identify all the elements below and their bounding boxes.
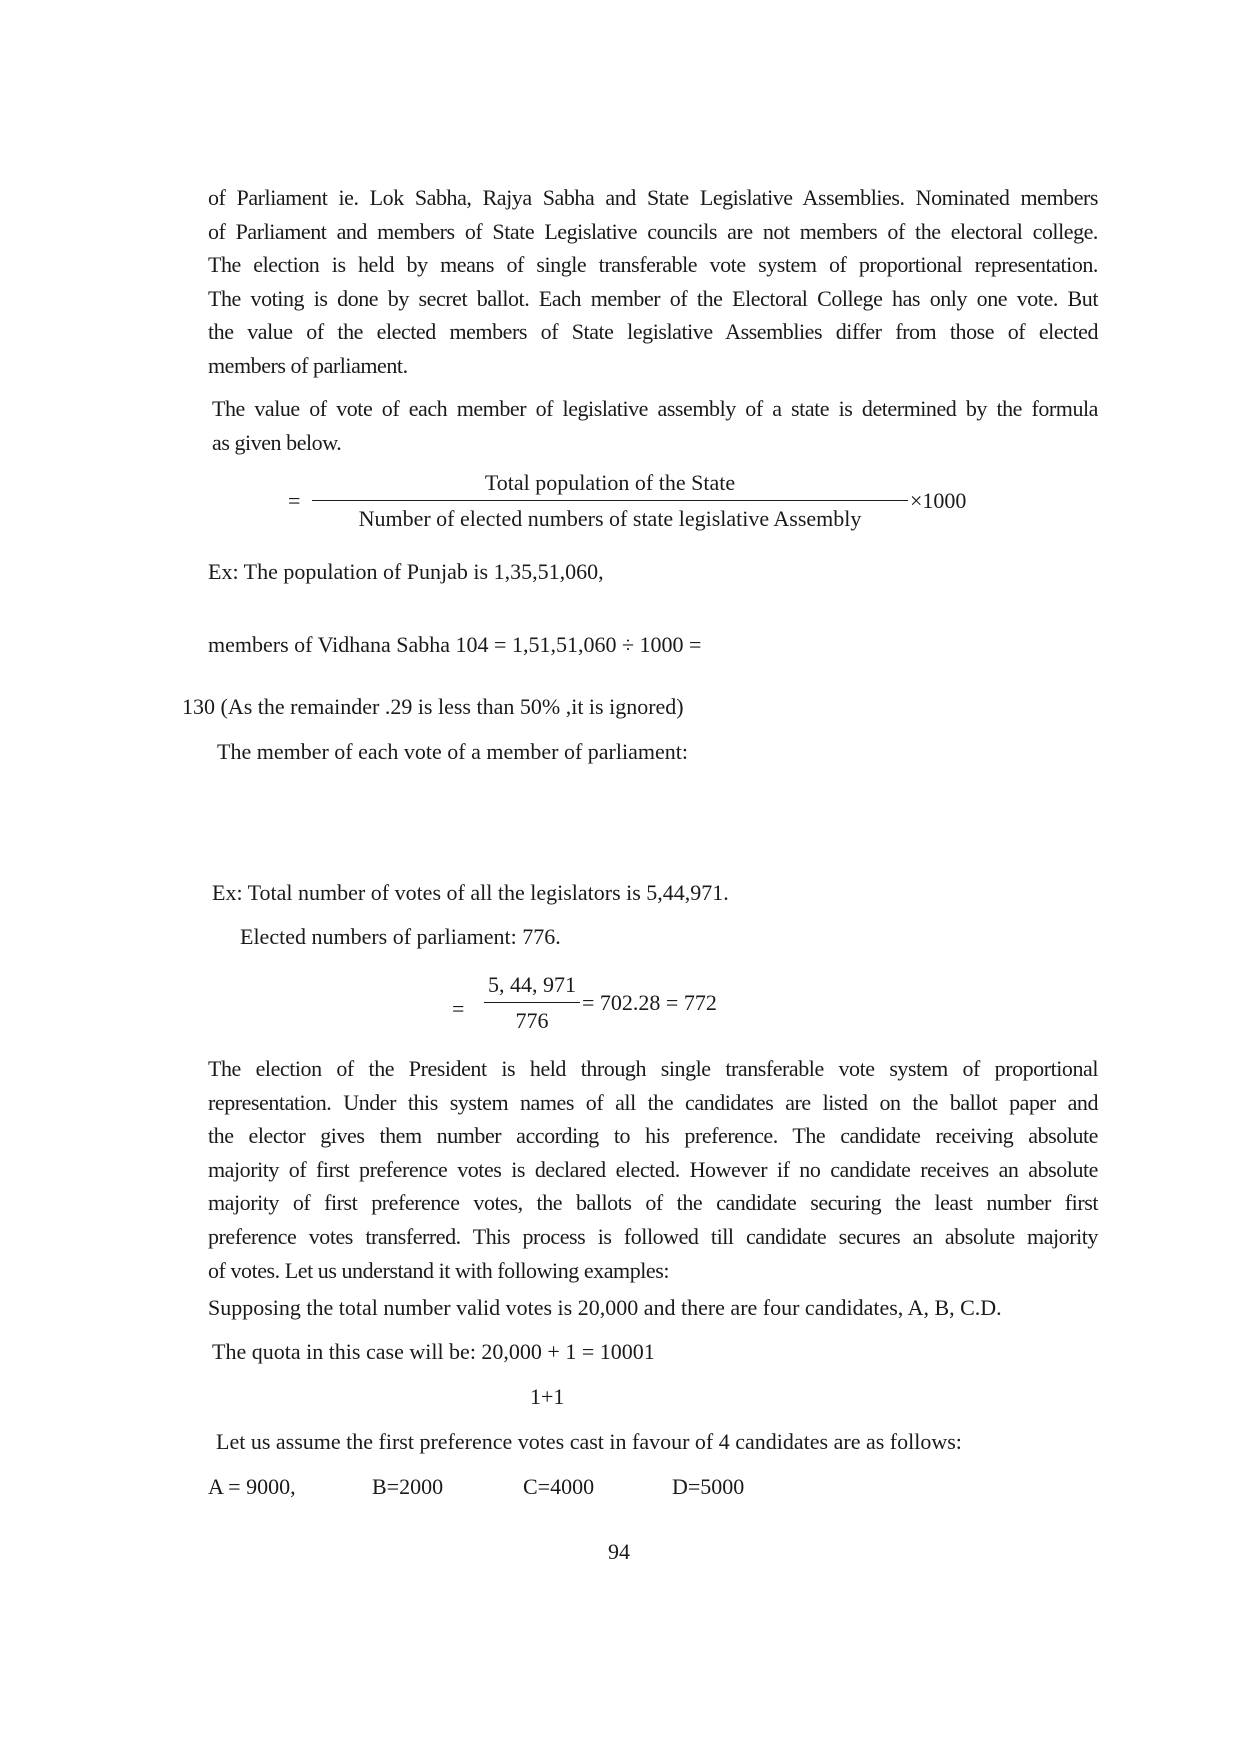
votes-c: C=4000	[523, 1474, 595, 1499]
mp-vote-heading: The member of each vote of a member of parliament:	[217, 739, 688, 764]
supposing-line: Supposing the total number valid votes is 20,000 and there are four candidates, A, B, C.D.	[208, 1295, 1002, 1320]
paragraph-president-election	[208, 1052, 1098, 1287]
quota-denominator: 1+1	[530, 1384, 565, 1409]
text-line: the value of the elected members of State legislative Assemblies differ from those of elected	[208, 319, 1098, 345]
assume-line: Let us assume the first preference votes cast in favour of 4 candidates are as follows:	[216, 1429, 962, 1454]
text-line: The election of the President is held through single transferable vote system of proportional	[208, 1056, 1098, 1081]
text-line: preference votes transferred. This process is followed till candidate secures an absolute majority	[208, 1223, 1098, 1249]
text-line: The value of vote of each member of legislative assembly of a state is determined by the formula	[212, 396, 1098, 421]
formula-mp-vote-value	[452, 972, 752, 1038]
text-line: The voting is done by secret ballot. Each member of the Electoral College has only one vote. But	[208, 285, 1098, 311]
formula-denominator: Number of elected numbers of state legislative Assembly	[358, 506, 862, 531]
formula-denominator: 776	[515, 1008, 549, 1033]
example-punjab: Ex: The population of Punjab is 1,35,51,060,	[208, 559, 604, 584]
formula-numerator: Total population of the State	[484, 470, 736, 495]
text-line: of Parliament ie. Lok Sabha, Rajya Sabha and State Legislative Assemblies. Nominated members	[208, 185, 1098, 210]
example-legislators-votes: Ex: Total number of votes of all the legislators is 5,44,971.	[212, 880, 729, 905]
equals-sign: =	[288, 488, 301, 513]
text-line: majority of first preference votes, the ballots of the candidate securing the least number first	[208, 1190, 1098, 1216]
text-line: the elector gives them number according to his preference. The candidate receiving absolute	[208, 1123, 1098, 1149]
formula-result: = 702.28 = 772	[582, 990, 717, 1015]
text-line: of Parliament and members of State Legislative councils are not members of the electoral college.	[208, 218, 1098, 244]
votes-a: A = 9000,	[208, 1474, 296, 1499]
votes-d: D=5000	[672, 1474, 745, 1499]
page-number: 94	[608, 1539, 630, 1564]
example-punjab-calculation: members of Vidhana Sabha 104 = 1,51,51,060 ÷ 1000 =	[208, 632, 702, 657]
text-line: representation. Under this system names of all the candidates are listed on the ballot paper and	[208, 1089, 1098, 1115]
example-parliament-members: Elected numbers of parliament: 776.	[240, 924, 561, 949]
paragraph-electoral-college	[208, 181, 1098, 383]
text-line: The election is held by means of single transferable vote system of proportional representation.	[208, 252, 1098, 278]
formula-multiplier: ×1000	[910, 488, 967, 513]
text-line: as given below.	[212, 429, 342, 455]
votes-b: B=2000	[372, 1474, 444, 1499]
equals-sign: =	[452, 996, 465, 1021]
example-punjab-result: 130 (As the remainder .29 is less than 50% ,it is ignored)	[182, 694, 684, 719]
formula-numerator: 5, 44, 971	[488, 972, 576, 997]
text-line: of votes. Let us understand it with following examples:	[208, 1257, 670, 1283]
formula-mla-vote-value	[288, 470, 968, 540]
paragraph-vote-value	[212, 392, 1098, 459]
fraction-bar	[312, 500, 908, 501]
quota-line: The quota in this case will be: 20,000 + 1 = 10001	[212, 1339, 655, 1364]
text-line: members of parliament.	[208, 352, 408, 378]
text-line: majority of first preference votes is declared elected. However if no candidate receives an absolute	[208, 1156, 1098, 1182]
fraction-bar	[484, 1002, 580, 1003]
